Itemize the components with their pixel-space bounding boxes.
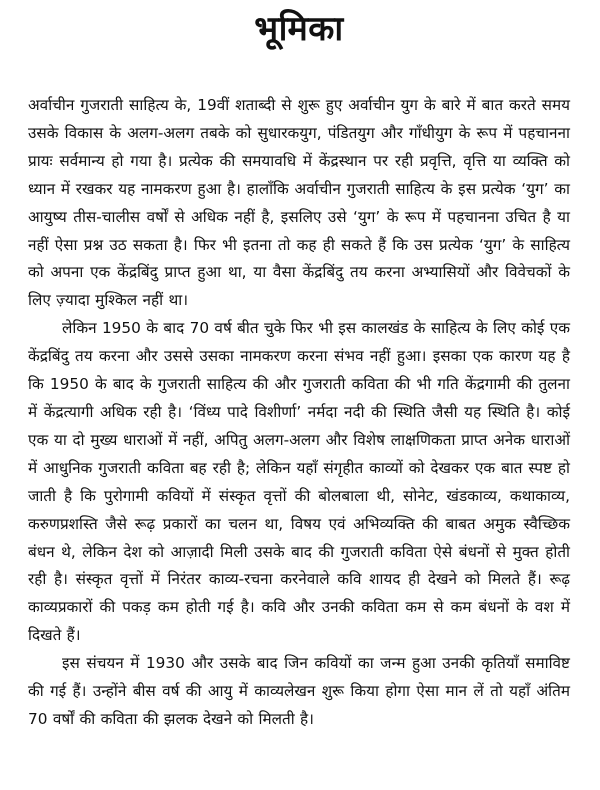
paragraph-2: लेकिन 1950 के बाद 70 वर्ष बीत चुके फिर भी इस कालखंड के साहित्य के लिए कोई एक केंद्रबिंदु तय करना और उससे उसका नामकरण करना संभव नहीं हुआ। इसका एक कारण यह है कि 1950 के बाद के गुजराती साहित्य की और गुजराती कविता की भी गति केंद्रगामी की तुलना में केंद्रत्यागी अधिक रही है। ‘विंध्य पादे विशीर्णा’ नर्मदा नदी की स्थिति जैसी यह स्थिति है। कोई एक या दो मुख्य धाराओं में नहीं, अपितु अलग-अलग और विशेष लाक्षणिकता प्राप्त अनेक धाराओं में आधुनिक गुजराती कविता बह रही है; लेकिन यहाँ संगृहीत काव्यों को देखकर एक बात स्पष्ट हो जाती है कि पुरोगामी कवियों में संस्कृत वृत्तों की बोलबाला थी, सोनेट, खंडकाव्य, कथाकाव्य, करुणप्रशस्ति जैसे रूढ़ प्रकारों का चलन था, विषय एवं अभिव्यक्ति की बाबत अमुक स्वैच्छिक बंधन थे, लेकिन देश को आज़ादी मिली उसके बाद की गुजराती कविता ऐसे बंधनों से मुक्त होती रही है। संस्कृत वृत्तों में निरंतर काव्य-रचना करनेवाले कवि शायद ही देखने को मिलते हैं। रूढ़ काव्यप्रकारों की पकड़ कम होती गई है। कवि और उनकी कविता कम से कम बंधनों के वश में दिखते हैं। (28, 319, 570, 645)
paragraph-3: इस संचयन में 1930 और उसके बाद जिन कवियों का जन्म हुआ उनकी कृतियाँ समाविष्ट की गई हैं। उन्होंने बीस वर्ष की आयु में काव्यलेखन शुरू किया होगा ऐसा मान लें तो यहाँ अंतिम 70 वर्षों की कविता की झलक देखने को मिलती है। (28, 654, 570, 728)
page-title: भूमिका (254, 9, 344, 49)
paragraph-1: अर्वाचीन गुजराती साहित्य के, 19वीं शताब्दी से शुरू हुए अर्वाचीन युग के बारे में बात करते समय उसके विकास के अलग-अलग तबके को सुधारकयुग, पंडितयुग और गाँधीयुग के रूप में पहचानना प्रायः सर्वमान्य हो गया है। प्रत्येक की समयावधि में केंद्रस्थान पर रही प्रवृत्ति, वृत्ति या व्यक्ति को ध्यान में रखकर यह नामकरण हुआ है। हालाँकि अर्वाचीन गुजराती साहित्य के इस प्रत्येक ‘युग’ का आयुष्य तीस-चालीस वर्षों से अधिक नहीं है, इसलिए उसे ‘युग’ के रूप में पहचानना उचित है या नहीं ऐसा प्रश्न उठ सकता है। फिर भी इतना तो कह ही सकते हैं कि उस प्रत्येक ‘युग’ के साहित्य को अपना एक केंद्रबिंदु प्राप्त हुआ था, या वैसा केंद्रबिंदु तय करना अभ्यासियों और विवेचकों के लिए ज़्यादा मुश्किल नहीं था। (28, 96, 570, 310)
body-text (28, 92, 570, 734)
